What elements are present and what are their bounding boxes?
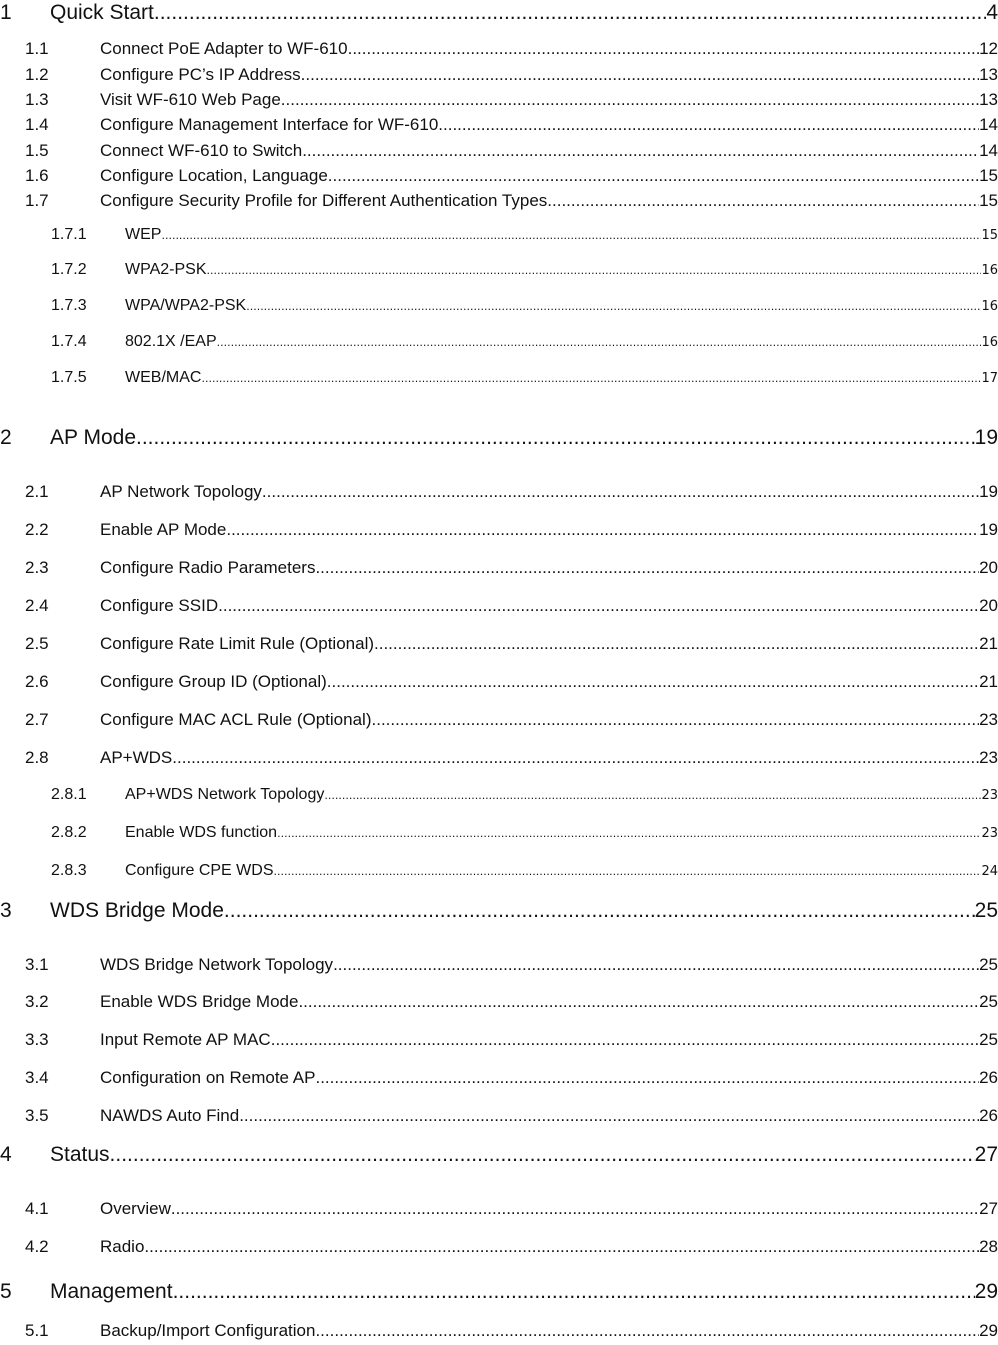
toc-entry-section[interactable]: [25, 559, 998, 576]
toc-number: 1.5: [25, 141, 49, 160]
toc-leader: [301, 66, 979, 83]
toc-entry-subsection[interactable]: [51, 787, 998, 803]
toc-title: Configure CPE WDS: [125, 862, 274, 879]
toc-page-number: 29: [974, 1280, 998, 1303]
toc-number: 1.6: [25, 166, 49, 185]
toc-number: 1.7.1: [51, 226, 87, 243]
toc-leader: [333, 956, 979, 973]
toc-entry-chapter[interactable]: [0, 427, 998, 448]
toc-number: 1.7.3: [51, 297, 87, 314]
toc-entry-section[interactable]: [25, 116, 998, 133]
toc-leader: [226, 521, 979, 538]
toc-title: NAWDS Auto Find: [100, 1106, 240, 1125]
toc-entry-section[interactable]: [25, 483, 998, 500]
toc-number: 4.1: [25, 1199, 49, 1218]
toc-title: WEP: [125, 226, 162, 243]
toc-entry-section[interactable]: [25, 749, 998, 766]
toc-page-number: 27: [974, 1143, 998, 1166]
toc-title: Input Remote AP MAC: [100, 1030, 271, 1049]
toc-leader: [218, 597, 979, 614]
toc-entry-chapter[interactable]: [0, 2, 998, 23]
toc-title: Management: [50, 1280, 173, 1303]
toc-entry-section[interactable]: [25, 1107, 998, 1124]
toc-title: AP Network Topology: [100, 482, 262, 501]
toc-leader: [315, 559, 979, 576]
toc-entry-section[interactable]: [25, 597, 998, 614]
toc-number: 2.8: [25, 748, 49, 767]
toc-title: Status: [50, 1143, 110, 1166]
toc-leader: [246, 301, 981, 312]
toc-page-number: 21: [979, 634, 998, 653]
toc-leader: [281, 91, 979, 108]
toc-page-number: 23: [979, 710, 998, 729]
toc-leader: [348, 40, 979, 57]
toc-number: 3.1: [25, 955, 49, 974]
toc-leader: [171, 1200, 979, 1217]
toc-entry-section[interactable]: [25, 167, 998, 184]
toc-leader: [201, 373, 981, 384]
toc-number: 1.1: [25, 39, 49, 58]
toc-entry-subsection[interactable]: [51, 863, 998, 879]
toc-leader: [374, 635, 979, 652]
toc-number: 5.1: [25, 1321, 49, 1340]
toc-title: WPA/WPA2-PSK: [125, 297, 247, 314]
toc-leader: [372, 711, 980, 728]
toc-entry-section[interactable]: [25, 521, 998, 538]
toc-number: 1.7.5: [51, 369, 87, 386]
toc-page-number: 25: [979, 1030, 998, 1049]
toc-page-number: 15: [981, 228, 998, 243]
toc-leader: [262, 483, 979, 500]
toc-entry-section[interactable]: [25, 1200, 998, 1217]
toc-leader: [224, 900, 975, 921]
toc-page-number: 26: [979, 1106, 998, 1125]
toc-entry-chapter[interactable]: [0, 1144, 998, 1165]
toc-entry-section[interactable]: [25, 635, 998, 652]
toc-number: 2.1: [25, 482, 49, 501]
toc-leader: [136, 427, 975, 448]
toc-entry-chapter[interactable]: [0, 900, 998, 921]
toc-page-number: 20: [979, 596, 998, 615]
toc-title: AP+WDS: [100, 748, 173, 767]
toc-title: WDS Bridge Mode: [50, 899, 224, 922]
toc-number: 2.8.1: [51, 786, 87, 803]
toc-leader: [217, 337, 982, 348]
toc-number: 2.6: [25, 672, 49, 691]
toc-number: 2.8.2: [51, 824, 87, 841]
toc-page-number: 24: [981, 864, 998, 879]
toc-number: 2.3: [25, 558, 49, 577]
toc-page-number: 14: [979, 141, 998, 160]
toc-page-number: 16: [981, 299, 998, 314]
toc-entry-section[interactable]: [25, 673, 998, 690]
toc-title: Configuration on Remote AP: [100, 1068, 316, 1087]
toc-entry-section[interactable]: [25, 192, 998, 209]
toc-page-number: 20: [979, 558, 998, 577]
toc-page-number: 13: [979, 65, 998, 84]
toc-leader: [315, 1069, 979, 1086]
toc-page-number: 29: [979, 1321, 998, 1340]
toc-title: Radio: [100, 1237, 145, 1256]
toc-title: Configure SSID: [100, 596, 219, 615]
toc-page-number: 23: [979, 748, 998, 767]
toc-title: Enable WDS Bridge Mode: [100, 992, 299, 1011]
toc-page-number: 15: [979, 166, 998, 185]
toc-title: Configure PC’s IP Address: [100, 65, 301, 84]
toc-page-number: 23: [981, 826, 998, 841]
toc-leader: [173, 1281, 975, 1302]
toc-entry-section[interactable]: [25, 993, 998, 1010]
toc-number: 3.4: [25, 1068, 49, 1087]
toc-number: 2.4: [25, 596, 49, 615]
toc-leader: [172, 749, 979, 766]
toc-page-number: 19: [979, 520, 998, 539]
toc-page-number: 13: [979, 90, 998, 109]
toc-page-number: 17: [981, 371, 998, 386]
toc-page-number: 25: [974, 899, 998, 922]
toc-title: Configure Rate Limit Rule (Optional): [100, 634, 375, 653]
toc-number: 1.2: [25, 65, 49, 84]
toc-title: Enable WDS function: [125, 824, 278, 841]
toc-page-number: 26: [979, 1068, 998, 1087]
toc-title: Quick Start: [50, 1, 154, 24]
toc-entry-subsection[interactable]: [51, 370, 998, 386]
toc-title: Configure Group ID (Optional): [100, 672, 327, 691]
toc-entry-section[interactable]: [25, 711, 998, 728]
toc-title: Configure Management Interface for WF-610: [100, 115, 439, 134]
toc-leader: [271, 1031, 979, 1048]
toc-page-number: 21: [979, 672, 998, 691]
toc-title: AP Mode: [50, 426, 136, 449]
toc-title: WEB/MAC: [125, 369, 202, 386]
toc-title: AP+WDS Network Topology: [125, 786, 325, 803]
toc-page-number: 27: [979, 1199, 998, 1218]
toc-page-number: 23: [981, 788, 998, 803]
toc-page-number: 16: [981, 263, 998, 278]
toc-number: 1.4: [25, 115, 49, 134]
toc-leader: [438, 116, 979, 133]
toc-entry-subsection[interactable]: [51, 298, 998, 314]
toc-number: 2.2: [25, 520, 49, 539]
toc-number: 4: [0, 1143, 12, 1166]
toc-title: Overview: [100, 1199, 171, 1218]
toc-leader: [328, 167, 979, 184]
toc-entry-section[interactable]: [25, 1322, 998, 1339]
toc-entry-section[interactable]: [25, 1238, 998, 1255]
toc-entry-section[interactable]: [25, 66, 998, 83]
toc-entry-section[interactable]: [25, 956, 998, 973]
toc-entry-section[interactable]: [25, 1031, 998, 1048]
toc-title: Visit WF-610 Web Page: [100, 90, 281, 109]
toc-number: 3.3: [25, 1030, 49, 1049]
toc-entry-subsection[interactable]: [51, 227, 998, 243]
toc-title: WDS Bridge Network Topology: [100, 955, 334, 974]
toc-leader: [277, 828, 981, 839]
toc-title: Connect PoE Adapter to WF-610: [100, 39, 348, 58]
toc-leader: [547, 192, 979, 209]
toc-leader: [110, 1144, 975, 1165]
toc-page-number: 16: [981, 335, 998, 350]
toc-number: 2.7: [25, 710, 49, 729]
toc-title: Backup/Import Configuration: [100, 1321, 316, 1340]
toc-page-number: 12: [979, 39, 998, 58]
toc-page-number: 4: [986, 1, 998, 24]
toc-number: 3: [0, 899, 12, 922]
toc-page-number: 14: [979, 115, 998, 134]
toc-page-number: 19: [974, 426, 998, 449]
toc-title: Enable AP Mode: [100, 520, 227, 539]
toc-leader: [302, 142, 979, 159]
toc-title: Configure MAC ACL Rule (Optional): [100, 710, 372, 729]
toc-leader: [207, 265, 982, 276]
toc-number: 2.5: [25, 634, 49, 653]
toc-number: 1.7: [25, 191, 49, 210]
toc-entry-subsection[interactable]: [51, 262, 998, 278]
toc-title: Configure Location, Language: [100, 166, 328, 185]
toc-page-number: 15: [979, 191, 998, 210]
toc-entry-section[interactable]: [25, 91, 998, 108]
toc-entry-section[interactable]: [25, 1069, 998, 1086]
toc-leader: [154, 2, 986, 23]
toc-title: Configure Security Profile for Different Authentication Types: [100, 191, 548, 210]
toc-leader: [144, 1238, 979, 1255]
toc-entry-section[interactable]: [25, 142, 998, 159]
toc-leader: [274, 866, 982, 877]
toc-number: 3.2: [25, 992, 49, 1011]
toc-page-number: 28: [979, 1237, 998, 1256]
toc-title: WPA2-PSK: [125, 261, 207, 278]
toc-page-number: 25: [979, 992, 998, 1011]
toc-number: 2.8.3: [51, 862, 87, 879]
toc-title: Configure Radio Parameters: [100, 558, 316, 577]
toc-title: Connect WF-610 to Switch: [100, 141, 303, 160]
toc-number: 1.7.4: [51, 333, 87, 350]
toc-leader: [327, 673, 979, 690]
toc-leader: [324, 790, 981, 801]
toc-leader: [239, 1107, 979, 1124]
toc-number: 5: [0, 1280, 12, 1303]
toc-leader: [315, 1322, 979, 1339]
toc-number: 2: [0, 426, 12, 449]
toc-entry-section[interactable]: [25, 40, 998, 57]
toc-entry-chapter[interactable]: [0, 1281, 998, 1302]
toc-number: 3.5: [25, 1106, 49, 1125]
toc-title: 802.1X /EAP: [125, 333, 217, 350]
toc-entry-subsection[interactable]: [51, 825, 998, 841]
toc-number: 4.2: [25, 1237, 49, 1256]
toc-entry-subsection[interactable]: [51, 334, 998, 350]
toc-page-number: 25: [979, 955, 998, 974]
toc-number: 1.3: [25, 90, 49, 109]
toc-number: 1.7.2: [51, 261, 87, 278]
toc-leader: [298, 993, 979, 1010]
toc-number: 1: [0, 1, 12, 24]
toc-leader: [161, 230, 981, 241]
toc-page-number: 19: [979, 482, 998, 501]
